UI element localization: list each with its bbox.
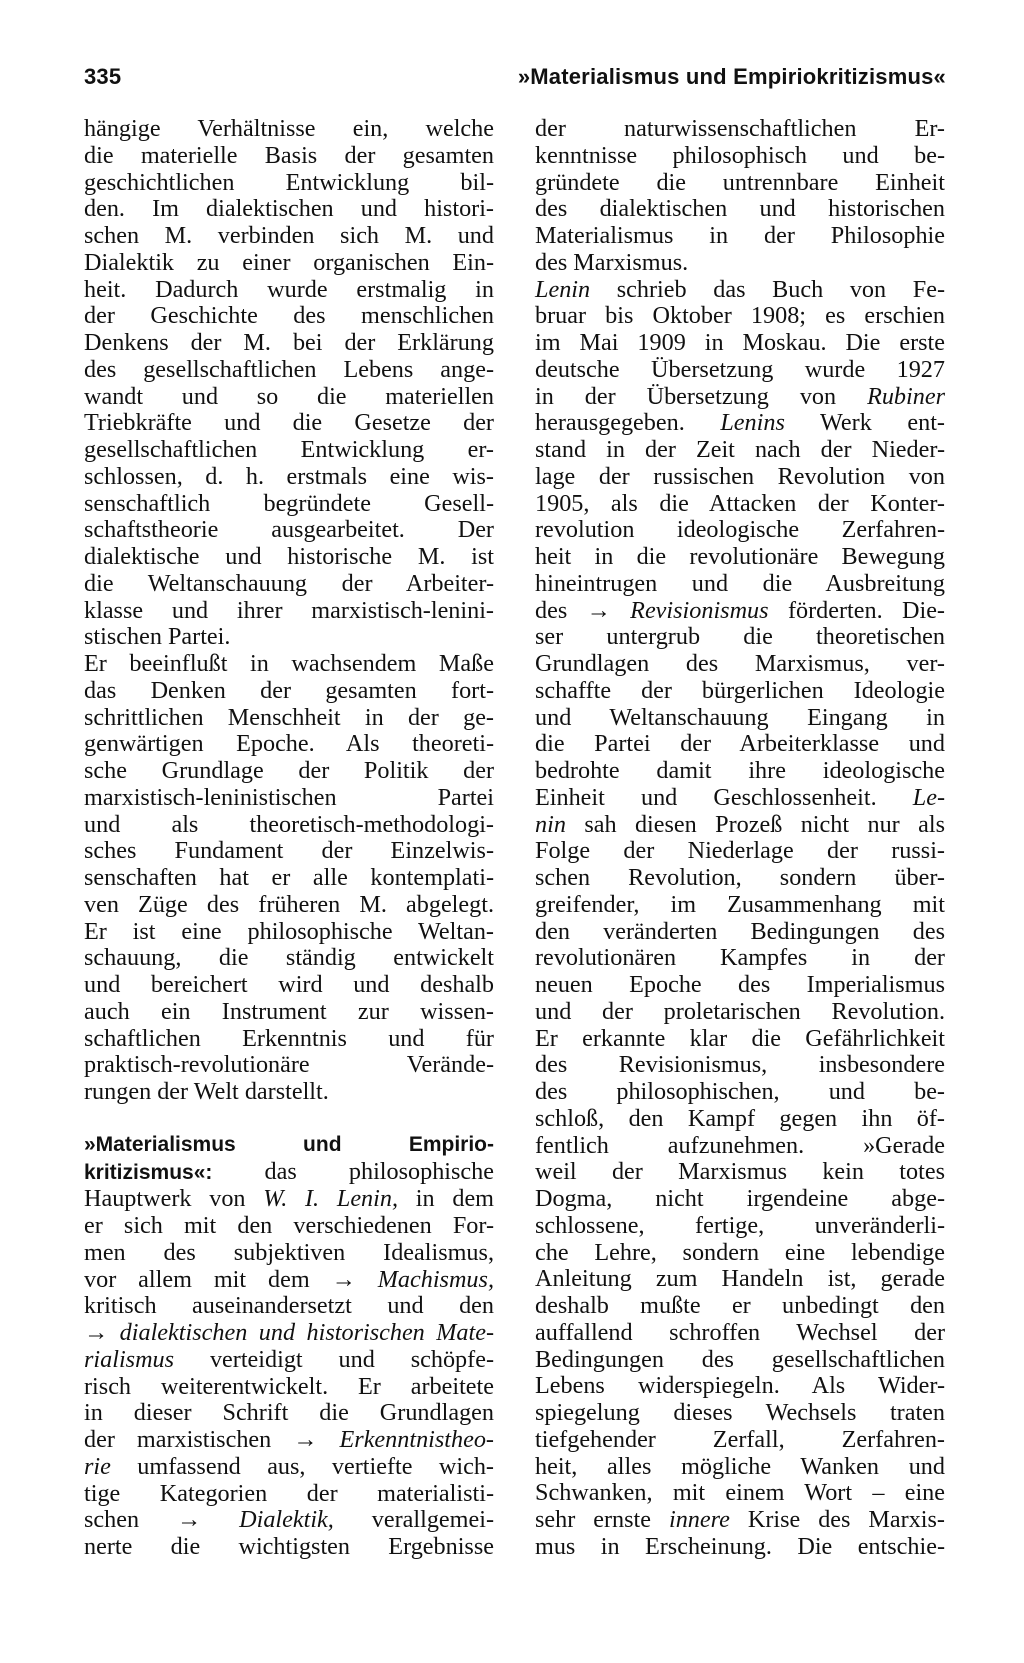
right-column	[535, 116, 945, 1561]
text-line: schrittlichen Menschheit in der ge-	[84, 703, 494, 731]
left-column	[84, 116, 494, 1561]
text-line: praktisch-revolutionäre Verände-	[84, 1051, 494, 1079]
text-line: Materialismus in der Philosophie	[535, 222, 945, 249]
text-line: klasse und ihrer marxistisch-lenini-	[84, 596, 494, 624]
text-line: Er ist eine philosophische Weltan-	[84, 917, 494, 945]
text-line: die Weltanschauung der Arbeiter-	[84, 569, 494, 597]
text-line: das Denken der gesamten fort-	[84, 676, 494, 704]
text-line: kenntnisse philosophisch und be-	[535, 141, 945, 169]
text-line: rungen der Welt darstellt.	[84, 1078, 329, 1105]
text-line: des dialektischen und historischen	[535, 195, 945, 223]
text-line: Triebkräfte und die Gesetze der	[84, 409, 494, 437]
page-header	[84, 64, 946, 98]
text-line: Er beeinflußt in wachsendem Maße	[84, 650, 494, 677]
cross-ref-lenin[interactable]: W. I. Lenin,	[263, 1185, 399, 1213]
text-line: der Geschichte des menschlichen	[84, 302, 494, 330]
text-line: schlossen, d. h. erstmals eine wis-	[84, 462, 494, 490]
cross-ref-erkenntnistheorie[interactable]: Erkenntnistheo-	[339, 1426, 494, 1453]
paragraph-influence	[84, 651, 494, 1106]
text-line: Denkens der M. bei der Erklärung	[84, 329, 494, 356]
text-line: heit. Dadurch wurde erstmalig in	[84, 275, 494, 303]
text-line: sche Grundlage der Politik der	[84, 757, 494, 784]
text-line: wandt und so die materiellen	[84, 382, 494, 410]
text-line: des gesellschaftlichen Lebens ange-	[84, 355, 494, 383]
text-line: und bereichert wird und deshalb	[84, 971, 494, 998]
cross-ref-dialektik[interactable]: Dialektik,	[239, 1506, 334, 1534]
emphasis-innere: innere	[668, 1506, 730, 1533]
text-line: der naturwissenschaftlichen Er-	[535, 115, 945, 142]
text-line: schen M. verbinden sich M. und	[84, 222, 494, 249]
text-line: geschichtlichen Entwicklung bil-	[84, 168, 494, 196]
text-line: sches Fundament der Einzelwis-	[84, 837, 494, 865]
cross-ref-erkenntnistheorie-cont[interactable]: rie	[84, 1452, 111, 1480]
paragraph-history: Lenin schrieb das Buch von Fe- bruar bis Oktober 1908; es erschien im Mai 1909 in Moskau. Die erste deutsche Übersetzung wurde 1927 in der Übersetzung von Rubiner herausgegeben. Lenins Werk ent- stand in der Zeit nach der Nieder- lage der russischen Revolution von 1905, als die Attacken der Konter- revolution ideologische Zerfahren- heit in die revolutionäre Bewegung hineintrugen und die Ausbreitung des → Revisionismus förderten. Die- ser untergrub die theoretischen Grundlagen des Marxismus, ver- schaffte der bürgerlichen Ideologie und Weltanschauung Eingang in die Partei der Arbeiterklasse und bedrohte damit ihre ideologische Einheit und Geschlossenheit. Le- nin sah diesen Prozeß nicht nur als Folge der Niederlage der russi- schen Revolution, sondern über- greifender, im Zusammenhang mit den veränderten Bedingungen des revolutionären Kampfes in der neuen Epoche des Imperialismus und der proletarischen Revolution. Er erkannte klar die Gefährlichkeit des Revisionismus, insbesondere des philosophischen, und be- schloß, den Kampf gegen ihn öf- fentlich aufzunehmen. »Gerade weil der Marxismus kein totes Dogma, nicht irgendeine abge- schlossene, fertige, unveränderli- che Lehre, sondern eine lebendige Anleitung zum Handeln ist, gerade deshalb mußte er unbedingt den auffallend schroffen Wechsel der Bedingungen des gesellschaftlichen Lebens widerspiegeln. Als Wider- spiegelung dieses Wechsels traten tiefgehender Zerfall, Zerfahren- heit, alles mögliche Wanken und Schwanken, mit einem Wort – eine sehr ernste innere Krise des Marxis- mus in Erscheinung. Die entschie-	[535, 275, 945, 1560]
text-line: auch ein Instrument zur wissen-	[84, 997, 494, 1025]
text-line: senschaften hat er alle kontemplati-	[84, 864, 494, 891]
text-line: gründete die untrennbare Einheit	[535, 168, 945, 196]
text-line: den. Im dialektischen und histori-	[84, 195, 494, 223]
entry-gap	[84, 1106, 494, 1132]
text-line: schaftstheorie ausgearbeitet. Der	[84, 516, 494, 544]
page-number: 335	[84, 64, 122, 89]
text-line: hängige Verhältnisse ein, welche	[84, 115, 494, 142]
paragraph-results	[535, 116, 945, 277]
name-lenin-2-cont: nin	[535, 810, 566, 838]
cross-ref-dialektischer-materialismus-cont[interactable]: rialismus	[84, 1345, 175, 1373]
paragraph-dialectical-materialism	[84, 116, 494, 651]
text-line: genwärtigen Epoche. Als theoreti-	[84, 730, 494, 758]
name-lenins: Lenins	[720, 409, 785, 437]
text-line: senschaftlich begründete Gesell-	[84, 489, 494, 517]
text-line: und als theoretisch-methodologi-	[84, 810, 494, 838]
name-lenin-2: Le-	[912, 783, 945, 811]
running-head: »Materialismus und Empiriokritizismus«	[517, 64, 946, 89]
text-line: Dialektik zu einer organischen Ein-	[84, 248, 494, 276]
text-line: schaftlichen Erkenntnis und für	[84, 1024, 494, 1052]
text-line: des Marxismus.	[535, 248, 689, 276]
text-line: stischen Partei.	[84, 623, 231, 651]
text-line: die materielle Basis der gesamten	[84, 141, 494, 169]
name-rubiner: Rubiner	[867, 382, 945, 410]
cross-ref-revisionismus[interactable]: Revisionismus	[630, 596, 769, 624]
text-line: marxistisch-leninistischen Partei	[84, 783, 494, 811]
text-line: schauung, die ständig entwickelt	[84, 944, 494, 972]
cross-ref-dialektischer-materialismus[interactable]: dialektischen und historischen Mate-	[119, 1319, 495, 1346]
text-line: ven Züge des früheren M. abgelegt.	[84, 890, 494, 918]
entry-materialismus-und-empiriokritizismus: »Materialismus und Empirio- kritizismus«: das philosophische Hauptwerk von W. I. Lenin, in dem er sich mit den verschiedenen For- men des subjektiven Idealismus, vor allem mit dem → Machismus, kritisch auseinandersetzt und den → dialektischen und historischen Mate- rialismus verteidigt und schöpfe- risch weiterentwickelt. Er arbeitete in dieser Schrift die Grundlagen der marxistischen → Erkenntnistheo- rie umfassend aus, vertiefte wich- tige Kategorien der materialisti- schen → Dialektik, verallgemei- nerte die wichtigsten Ergebnisse	[84, 1132, 495, 1560]
entry-headword-cont: kritizismus«:	[84, 1160, 213, 1184]
cross-ref-machismus[interactable]: Machismus,	[377, 1265, 494, 1293]
entry-headword: »Materialismus und Empirio-	[84, 1132, 494, 1156]
text-line: dialektische und historische M. ist	[84, 543, 494, 570]
text-line: gesellschaftlichen Entwicklung er-	[84, 436, 494, 463]
name-lenin: Lenin	[535, 275, 591, 303]
